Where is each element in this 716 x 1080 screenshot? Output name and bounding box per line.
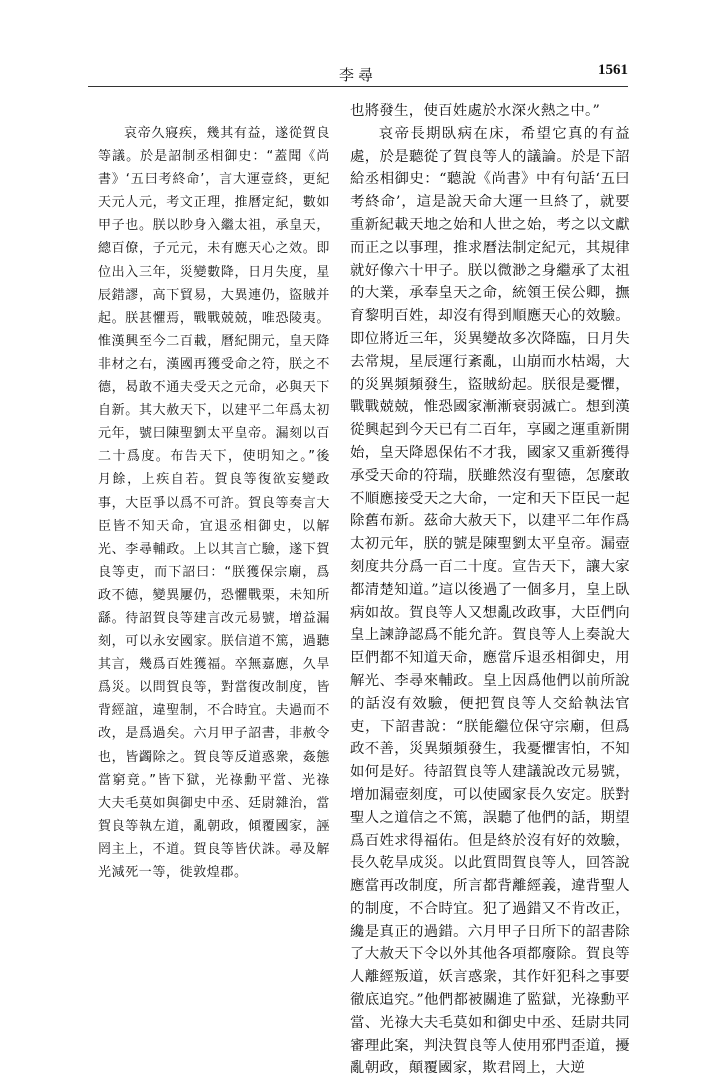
running-title: 李尋 xyxy=(338,66,377,84)
translation-paragraph: 哀帝長期臥病在床，希望它真的有益處，於是聽從了賀良等人的議論。於是下詔給丞相御史：“聽說《尚書》中有句話‘五曰考終命’，這是說天命大運一旦終了，就要重新紀載天地之始和人世之始，考之以文獻而正之以事理，推求曆法制定紀元，其規律就好像六十甲子。朕以微渺之身繼承了太祖的大業，承奉皇天之命，統領王侯公卿，撫育黎明百姓，却沒有得到順應天心的效驗。即位將近三年，災異變故多次降臨，日月失去常規，星辰運行紊亂，山崩而水枯竭，大的災異頻頻發生，盜賊紛起。朕很是憂懼，戰戰兢兢，惟恐國家漸漸衰弱滅亡。想到漢從興起到今天已有二百年，享國之運重新開始，皇天降恩保佑不才我，國家又重新獲得承受天命的符瑞，朕雖然沒有聖德，怎麼敢不順應接受天之大命，一定和天下臣民一起除舊布新。茲命大赦天下，以建平二年作爲太初元年，朕的號是陳聖劉太平皇帝。漏壺刻度共分爲一百二十度。宣告天下，讓大家都清楚知道。”這以後過了一個多月，皇上臥病如故。賀良等人又想亂改政事，大臣們向皇上諫諍認爲不能允許。賀良等人上奏說大臣們都不知道天命，應當斥退丞相御史，用解光、李尋來輔政。皇上因爲他們以前所說的話沒有效驗，便把賀良等人交給執法官吏，下詔書說：“朕能繼位保守宗廟，但爲政不善，災異頻頻發生，我憂懼害怕，不知如何是好。待詔賀良等人建議說改元易號，增加漏壺刻度，可以使國家長久安定。朕對聖人之道信之不篤，誤聽了他們的話，期望爲百姓求得福佑。但是終於沒有好的效驗，長久乾旱成災。以此質問賀良等人，回答說應當再改制度，所言都背離經義，違背聖人的制度，不合時宜。犯了過錯又不肯改正，纔是真正的過錯。六月甲子日所下的詔書除了大赦天下令以外其他各項都廢除。賀良等人離經叛道，妖言惑衆，其作奸犯科之事要徹底追究。”他們都被關進了監獄，光祿勳平當、光祿大夫毛莫如和御史中丞、廷尉共同審理此案，判決賀良等人使用邪門歪道，擾亂朝政，顛覆國家，欺君罔上，大逆 xyxy=(350,125,630,1077)
classical-text-column xyxy=(98,122,330,1000)
translation-column xyxy=(350,100,630,1077)
header-rule xyxy=(88,86,628,87)
classical-text-paragraph: 哀帝久寢疾，幾其有益，遂從賀良等議。於是詔制丞相御史：“蓋聞《尚書》‘五曰考終命’，言大運壹終，更紀天元人元，考文正理，推曆定紀，數如甲子也。朕以眇身入繼太祖，承皇天，總百僚，子元元，未有應天心之效。即位出入三年，災變數降，日月失度，星辰錯謬，高下貿易，大異連仍，盜賊并起。朕甚懼焉，戰戰兢兢，唯恐陵夷。惟漢興至今二百載，曆紀開元，皇天降非材之右，漢國再獲受命之符，朕之不德，曷敢不通夫受天之元命，必與天下自新。其大赦天下，以建平二年爲太初元年，號曰陳聖劉太平皇帝。漏刻以百二十爲度。布告天下，使明知之。”後月餘，上疾自若。賀良等復欲妄變政事，大臣爭以爲不可許。賀良等奏言大臣皆不知天命，宜退丞相御史，以解光、李尋輔政。上以其言亡驗，遂下賀良等吏，而下詔曰：“朕獲保宗廟，爲政不德，變異屢仍，恐懼戰栗，未知所繇。待詔賀良等建言改元易號，增益漏刻，可以永安國家。朕信道不篤，過聽其言，幾爲百姓獲福。卒無嘉應，久旱爲災。以問賀良等，對當復改制度，皆背經誼，違聖制，不合時宜。夫過而不改，是爲過矣。六月甲子詔書，非赦令也，皆蠲除之。賀良等反道惑衆，姦態當窮竟。”皆下獄，光祿勳平當、光祿大夫毛莫如與御史中丞、廷尉雜治，當賀良等執左道，亂朝政，傾覆國家，誣罔主上，不道。賀良等皆伏誅。尋及解光減死一等，徙敦煌郡。 xyxy=(98,126,330,880)
translation-continuation: 也將發生，使百姓處於水深火熱之中。” xyxy=(350,103,601,119)
page-header xyxy=(88,62,628,86)
page-number: 1561 xyxy=(598,62,628,78)
